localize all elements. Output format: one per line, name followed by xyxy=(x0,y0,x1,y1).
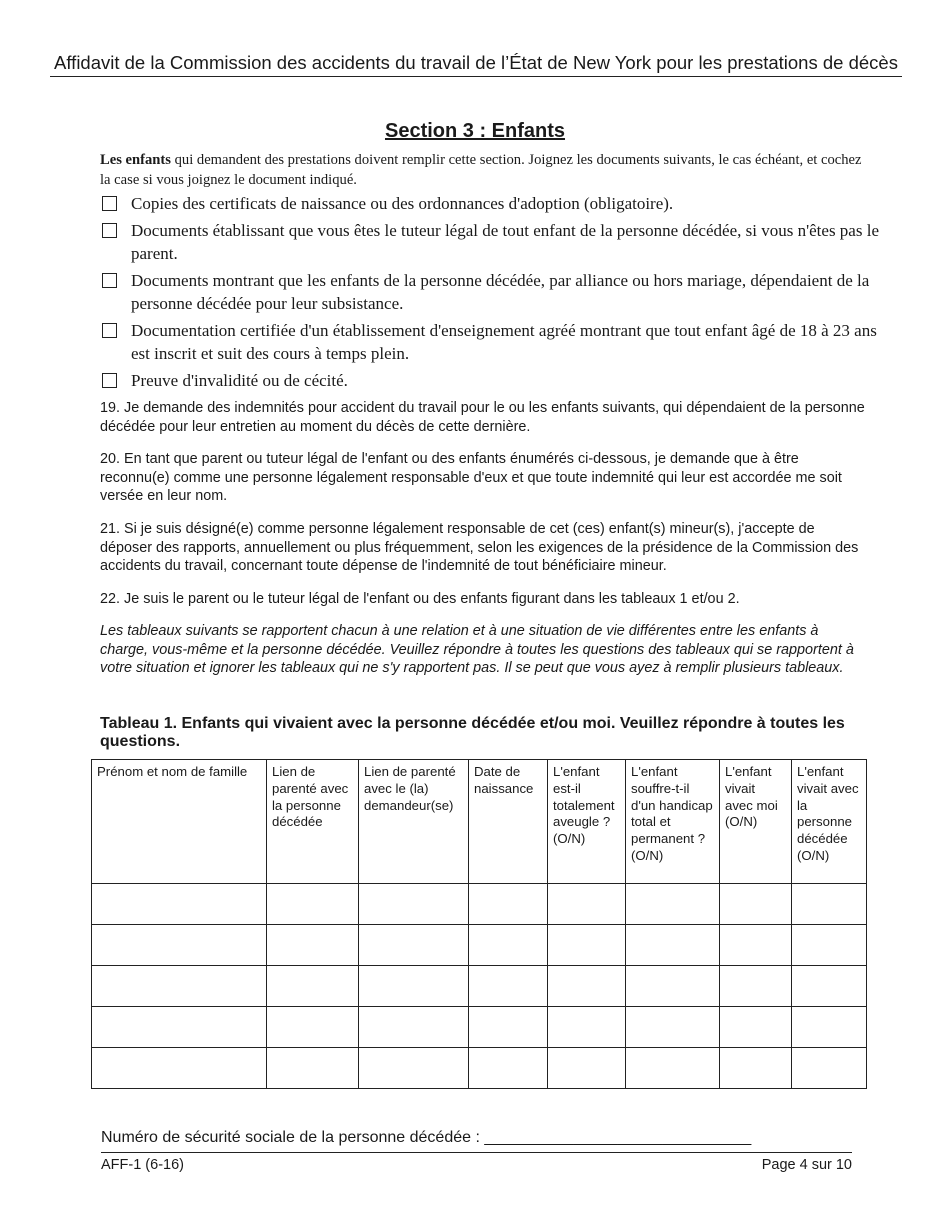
table-cell[interactable] xyxy=(359,966,469,1007)
table-cell[interactable] xyxy=(92,925,267,966)
checklist-item-label: Documents établissant que vous êtes le tuteur légal de tout enfant de la personne décédée, si vous n'êtes pas le parent. xyxy=(131,221,879,263)
section-intro xyxy=(100,150,870,190)
disability-proof-checkbox[interactable] xyxy=(102,373,117,388)
paragraph-19: 19. Je demande des indemnités pour accident du travail pour le ou les enfants suivants, qui dépendaient de la personne décédée pour leur entretien au moment du décès de cette dernière. xyxy=(100,400,865,435)
ssn-label: Numéro de sécurité sociale de la personne décédée : xyxy=(101,1129,485,1146)
column-header: L'enfant souffre-t-il d'un handicap total et permanent ? (O/N) xyxy=(626,760,720,884)
column-header: Lien de parenté avec la personne décédée xyxy=(267,760,359,884)
column-header: L'enfant est-il totalement aveugle ? (O/N) xyxy=(548,760,626,884)
table-cell[interactable] xyxy=(720,966,792,1007)
paragraph-20: 20. En tant que parent ou tuteur légal de l'enfant ou des enfants énumérés ci-dessous, je demande que à être reconnu(e) comme une personne légalement responsable d'eux et que toute indemnité qui leur est accordée me soit versée en leur nom. xyxy=(100,451,842,504)
table-cell[interactable] xyxy=(92,966,267,1007)
table-cell[interactable] xyxy=(548,925,626,966)
table-cell[interactable] xyxy=(469,884,548,925)
table-row xyxy=(92,1048,867,1089)
table-cell[interactable] xyxy=(267,966,359,1007)
table-cell[interactable] xyxy=(792,884,867,925)
ssn-field xyxy=(101,1129,751,1147)
table-row xyxy=(92,925,867,966)
table-cell[interactable] xyxy=(359,1007,469,1048)
table-cell[interactable] xyxy=(720,884,792,925)
table-cell[interactable] xyxy=(792,1007,867,1048)
birth-certificate-checkbox[interactable] xyxy=(102,196,117,211)
table-cell[interactable] xyxy=(720,925,792,966)
table-cell[interactable] xyxy=(548,1048,626,1089)
table-cell[interactable] xyxy=(469,1048,548,1089)
checklist-item-label: Preuve d'invalidité ou de cécité. xyxy=(131,371,348,390)
checklist-item xyxy=(100,369,880,392)
intro-bold: Les enfants xyxy=(100,152,171,168)
table-cell[interactable] xyxy=(720,1007,792,1048)
table-row xyxy=(92,884,867,925)
table-cell[interactable] xyxy=(548,1007,626,1048)
table-cell[interactable] xyxy=(267,1007,359,1048)
table-cell[interactable] xyxy=(469,966,548,1007)
column-header: Lien de parenté avec le (la) demandeur(se) xyxy=(359,760,469,884)
school-enrollment-checkbox[interactable] xyxy=(102,323,117,338)
page-number: Page 4 sur 10 xyxy=(761,1157,852,1173)
table-cell[interactable] xyxy=(267,925,359,966)
table-cell[interactable] xyxy=(92,884,267,925)
table-cell[interactable] xyxy=(359,925,469,966)
table-cell[interactable] xyxy=(267,1048,359,1089)
table-cell[interactable] xyxy=(626,1007,720,1048)
form-header-title: Affidavit de la Commission des accidents du travail de l’État de New York pour les prestations de décès xyxy=(50,52,902,77)
paragraph-22: 22. Je suis le parent ou le tuteur légal de l'enfant ou des enfants figurant dans les tableaux 1 et/ou 2. xyxy=(100,591,740,607)
column-header: Prénom et nom de famille xyxy=(92,760,267,884)
table-cell[interactable] xyxy=(720,1048,792,1089)
table-cell[interactable] xyxy=(792,966,867,1007)
intro-text: qui demandent des prestations doivent remplir cette section. Joignez les documents suivants, le cas échéant, et cochez la case si vous joignez le document indiqué. xyxy=(100,152,862,188)
footer-divider xyxy=(101,1152,852,1153)
table-row xyxy=(92,966,867,1007)
table-header-row xyxy=(92,760,867,884)
table-cell[interactable] xyxy=(469,1007,548,1048)
table-cell[interactable] xyxy=(92,1048,267,1089)
checklist-item-label: Documentation certifiée d'un établissement d'enseignement agréé montrant que tout enfant âgé de 18 à 23 ans est inscrit et suit des cours à temps plein. xyxy=(131,321,877,363)
document-checklist xyxy=(100,192,880,396)
table-cell[interactable] xyxy=(626,1048,720,1089)
table-cell[interactable] xyxy=(267,884,359,925)
table-cell[interactable] xyxy=(792,1048,867,1089)
checklist-item xyxy=(100,192,880,215)
checklist-item-label: Documents montrant que les enfants de la personne décédée, par alliance ou hors mariage, dépendaient de la personne décédée pour leur subsistance. xyxy=(131,271,870,313)
table-cell[interactable] xyxy=(92,1007,267,1048)
section-title: Section 3 : Enfants xyxy=(384,120,566,142)
checklist-item xyxy=(100,219,880,265)
table-cell[interactable] xyxy=(626,925,720,966)
children-table-1 xyxy=(91,759,867,1089)
guardian-documents-checkbox[interactable] xyxy=(102,223,117,238)
table-cell[interactable] xyxy=(548,884,626,925)
dependency-documents-checkbox[interactable] xyxy=(102,273,117,288)
checklist-item-label: Copies des certificats de naissance ou des ordonnances d'adoption (obligatoire). xyxy=(131,194,674,213)
table-cell[interactable] xyxy=(469,925,548,966)
table-cell[interactable] xyxy=(359,884,469,925)
paragraph-21: 21. Si je suis désigné(e) comme personne légalement responsable de cet (ces) enfant(s) mineur(s), j'accepte de déposer des rapports, annuellement ou plus fréquemment, selon les exigences de la présidence de la Commission des accidents du travail, concernant toute dépense de l'indemnité de tout bénéficiaire mineur. xyxy=(100,521,859,574)
checklist-item xyxy=(100,269,880,315)
table-1-title: Tableau 1. Enfants qui vivaient avec la personne décédée et/ou moi. Veuillez répondre à toutes les questions. xyxy=(100,715,845,750)
table-cell[interactable] xyxy=(626,884,720,925)
table-cell[interactable] xyxy=(626,966,720,1007)
table-cell[interactable] xyxy=(359,1048,469,1089)
tables-instructions-note: Les tableaux suivants se rapportent chacun à une relation et à une situation de vie différentes entre les enfants à charge, vous-même et la personne décédée. Veuillez répondre à toutes les questions des tableaux qui se rapportent à votre situation et ignorer les tableaux qui ne s'y rapportent pas. Il se peut que vous ayez à remplir plusieurs tableaux. xyxy=(100,623,854,676)
form-id: AFF-1 (6-16) xyxy=(101,1157,184,1173)
checklist-item xyxy=(100,319,880,365)
ssn-input-line[interactable]: ______________________________ xyxy=(484,1129,752,1146)
column-header: L'enfant vivait avec moi (O/N) xyxy=(720,760,792,884)
table-cell[interactable] xyxy=(548,966,626,1007)
table-row xyxy=(92,1007,867,1048)
column-header: L'enfant vivait avec la personne décédée (O/N) xyxy=(792,760,867,884)
column-header: Date de naissance xyxy=(469,760,548,884)
table-cell[interactable] xyxy=(792,925,867,966)
